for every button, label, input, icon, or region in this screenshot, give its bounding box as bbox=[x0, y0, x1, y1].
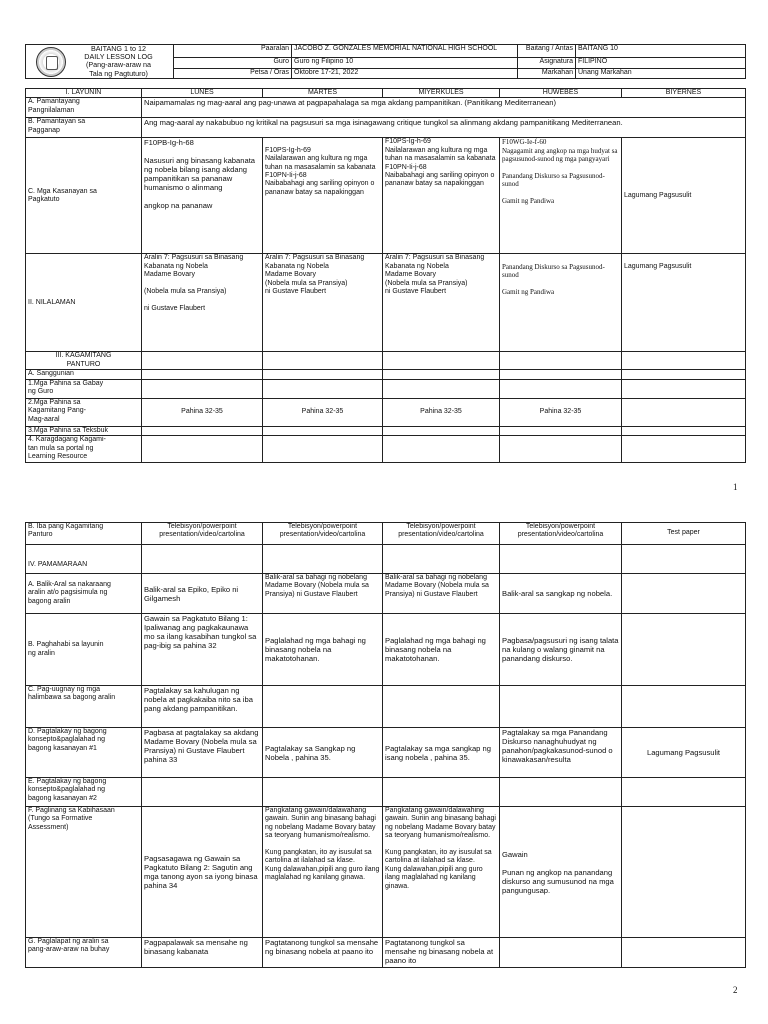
baitang-label: Baitang / Antas bbox=[518, 45, 576, 58]
col-miyerkules: MIYERKULES bbox=[383, 89, 500, 98]
empty-cell bbox=[622, 352, 746, 370]
paglinang-huwebes: Gawain Punan ng angkop na panandang diskurso ang sumusunod na mga pangungusap. bbox=[500, 807, 622, 938]
row-label-paghahabi: B. Paghahabi sa layunin ng aralin bbox=[26, 614, 142, 686]
empty-cell bbox=[142, 370, 263, 379]
paglinang-martes: Pangkatang gawain/dalawahang gawain. Suriin ang binasang bahagi ng nobelang Madame Bovary batay sa teoryang humanismo/realismo. Kung pangkatan, ito ay isusulat sa cartolina at ilalahad sa klase. Kung dalawahan,pipili ang guro ilang maglalahad ng kanilang ginawa. bbox=[263, 807, 383, 938]
empty-cell bbox=[622, 398, 746, 426]
kasanayan-miyerkules: F10PS-Ig-h-69 Nailalarawan ang kultura ng mga tuhan na masasalamin sa kabanata F10PN-Ii-j-68 Naibabahagi ang sariling opinyon o pananaw batay sa napakinggan bbox=[383, 138, 500, 254]
konsepto-1-lunes: Pagbasa at pagtalakay sa akdang Madame Bovary (Nobela mula sa Pransiya) ni Gustave Flaubert pahina 33 bbox=[142, 728, 263, 778]
kasanayan-lunes: F10PB-Ig-h-68 Nasusuri ang binasang kabanata ng nobela bilang isang akdang pampanitikan sa pananaw humanismo o alinmang angkop na pananaw bbox=[142, 138, 263, 254]
row-label-bagong-konsepto-2: E. Pagtalakay ng bagong konsepto&paglalahad ng bagong kasanayan #2 bbox=[26, 778, 142, 807]
empty-cell bbox=[383, 379, 500, 398]
kasanayan-biyernes: Lagumang Pagsusulit bbox=[622, 138, 746, 254]
paghahabi-huwebes: Pagbasa/pagsusuri ng isang talata na kulang o walang ginamit na panandang diskurso. bbox=[500, 614, 622, 686]
baitang-value: BAITANG 10 bbox=[576, 45, 746, 58]
empty-cell bbox=[622, 686, 746, 728]
empty-cell bbox=[383, 426, 500, 435]
empty-cell bbox=[142, 545, 263, 574]
empty-cell bbox=[383, 436, 500, 463]
empty-cell bbox=[263, 352, 383, 370]
row-label-balik-aral: A. Balik-Aral sa nakaraang aralin at/o pagsisimula ng bagong aralin bbox=[26, 574, 142, 614]
asignatura-value: FILIPINO bbox=[576, 58, 746, 68]
paghahabi-miyerkules: Paglalahad ng mga bahagi ng binasang nobela na makatotohanan. bbox=[383, 614, 500, 686]
iba-miyerkules: Telebisyon/powerpoint presentation/video/cartolina bbox=[383, 523, 500, 545]
petsa-value: Oktobre 17-21, 2022 bbox=[292, 68, 518, 78]
pahina-miyerkules: Pahina 32-35 bbox=[383, 398, 500, 426]
empty-cell bbox=[383, 545, 500, 574]
empty-cell bbox=[500, 379, 622, 398]
paghahabi-lunes: Gawain sa Pagkatuto Bilang 1: Ipaliwanag ang pagkakaunawa mo sa ilang kasabihan tungkol sa pag-ibig sa pahina 32 bbox=[142, 614, 263, 686]
empty-cell bbox=[500, 370, 622, 379]
empty-cell bbox=[383, 352, 500, 370]
empty-cell bbox=[142, 778, 263, 807]
empty-cell bbox=[622, 614, 746, 686]
nilalaman-lunes: Aralin 7: Pagsusuri sa Binasang Kabanata ng Nobela Madame Bovary (Nobela mula sa Pransiya) ni Gustave Flaubert bbox=[142, 254, 263, 352]
konsepto-1-martes: Pagtalakay sa Sangkap ng Nobela , pahina 35. bbox=[263, 728, 383, 778]
page-number-1: 1 bbox=[733, 482, 738, 492]
lesson-log-main-table bbox=[25, 88, 746, 463]
nilalaman-huwebes: Panandang Diskurso sa Pagsusunod-sunod Gamit ng Pandiwa bbox=[500, 254, 622, 352]
kasanayan-martes: F10PS-Ig-h-69 Nailalarawan ang kultura ng mga tuhan na masasalamin sa kabanata F10PN-Ii-j-68 Naibabahagi ang sariling opinyon o pananaw batay sa napakinggan bbox=[263, 138, 383, 254]
paglalapat-martes: Pagtatanong tungkol sa mensahe ng binasang nobela at paano ito bbox=[263, 938, 383, 968]
empty-cell bbox=[622, 574, 746, 614]
pahina-martes: Pahina 32-35 bbox=[263, 398, 383, 426]
col-biyernes: BIYERNES bbox=[622, 89, 746, 98]
guro-label: Guro bbox=[174, 58, 292, 68]
empty-cell bbox=[383, 686, 500, 728]
col-layunin: I. LAYUNIN bbox=[26, 89, 142, 98]
empty-cell bbox=[622, 807, 746, 938]
empty-cell bbox=[383, 370, 500, 379]
konsepto-1-biyernes: Lagumang Pagsusulit bbox=[622, 728, 746, 778]
nilalaman-biyernes: Lagumang Pagsusulit bbox=[622, 254, 746, 352]
empty-cell bbox=[622, 938, 746, 968]
empty-cell bbox=[142, 426, 263, 435]
iba-biyernes: Test paper bbox=[622, 523, 746, 545]
empty-cell bbox=[622, 545, 746, 574]
empty-cell bbox=[142, 436, 263, 463]
paglalapat-miyerkules: Pagtatanong tungkol sa mensahe ng binasang nobela at paano ito bbox=[383, 938, 500, 968]
empty-cell bbox=[500, 436, 622, 463]
empty-cell bbox=[263, 379, 383, 398]
empty-cell bbox=[263, 778, 383, 807]
empty-cell bbox=[622, 436, 746, 463]
iba-martes: Telebisyon/powerpoint presentation/video/cartolina bbox=[263, 523, 383, 545]
markahan-label: Markahan bbox=[518, 68, 576, 78]
row-label-paglinang: F. Paglinang sa Kabihasaan (Tungo sa Formative Assessment) bbox=[26, 807, 142, 938]
empty-cell bbox=[142, 352, 263, 370]
empty-cell bbox=[500, 938, 622, 968]
empty-cell bbox=[383, 778, 500, 807]
nilalaman-miyerkules: Aralin 7: Pagsusuri sa Binasang Kabanata ng Nobela Madame Bovary (Nobela mula sa Pransiya) ni Gustave Flaubert bbox=[383, 254, 500, 352]
paghahabi-martes: Paglalahad ng mga bahagi ng binasang nobela na makatotohanan. bbox=[263, 614, 383, 686]
col-martes: MARTES bbox=[263, 89, 383, 98]
iba-lunes: Telebisyon/powerpoint presentation/video/cartolina bbox=[142, 523, 263, 545]
row-label-gabay-ng-guro: 1.Mga Pahina sa Gabay ng Guro bbox=[26, 379, 142, 398]
empty-cell bbox=[263, 686, 383, 728]
col-huwebes: HUWEBES bbox=[500, 89, 622, 98]
paglinang-lunes: Pagsasagawa ng Gawain sa Pagkatuto Bilang 2: Sagutin ang mga tanong ayon sa iyong binasa pahina 34 bbox=[142, 807, 263, 938]
empty-cell bbox=[500, 426, 622, 435]
empty-cell bbox=[500, 778, 622, 807]
empty-cell bbox=[263, 545, 383, 574]
row-label-pag-uugnay: C. Pag-uugnay ng mga halimbawa sa bagong aralin bbox=[26, 686, 142, 728]
row-label-sanggunian: A. Sanggunian bbox=[26, 370, 142, 379]
asignatura-label: Asignatura bbox=[518, 58, 576, 68]
row-label-teksbuk: 3.Mga Pahina sa Teksbuk bbox=[26, 426, 142, 435]
row-label-nilalaman: II. NILALAMAN bbox=[26, 254, 142, 352]
col-lunes: LUNES bbox=[142, 89, 263, 98]
pamantayan-sa-pagganap-value: Ang mag-aaral ay nakabubuo ng kritikal na pagsusuri sa mga isinagawang critique tungkol sa alinmang akdang pampanitikang Mediterranean. bbox=[142, 118, 746, 138]
empty-cell bbox=[622, 426, 746, 435]
row-label-iba-pang-kagamitan: B. Iba pang Kagamitang Panturo bbox=[26, 523, 142, 545]
row-label-kagamitang-pang-mag-aaral: 2.Mga Pahina sa Kagamitang Pang- Mag-aaral bbox=[26, 398, 142, 426]
empty-cell bbox=[622, 778, 746, 807]
paaralan-label: Paaralan bbox=[174, 45, 292, 58]
konsepto-1-huwebes: Pagtalakay sa mga Panandang Diskurso nanaghuhudyat ng panahon/pagkakasunod-sunod o kinawakasan/resulta bbox=[500, 728, 622, 778]
lesson-log-header-table bbox=[25, 44, 746, 79]
konsepto-1-miyerkules: Pagtalakay sa mga sangkap ng isang nobela , pahina 35. bbox=[383, 728, 500, 778]
row-label-pamantayang-pangnilalaman: A. Pamantayang Pangnilalaman bbox=[26, 98, 142, 118]
row-label-paglalapat: G. Paglalapat ng aralin sa pang-araw-araw na buhay bbox=[26, 938, 142, 968]
paglinang-miyerkules: Pangkatang gawain/dalawahing gawain. Suriin ang binasang bahagi ng nobelang Madame Bovary batay sa teoryang humanismo/realismo. Kung pangkatan, ito ay isusulat sa cartolina at ilalahad sa klase. Kung dalawahan,pipili ang guro ilang maglalahad ng kanilang ginawa. bbox=[383, 807, 500, 938]
row-label-pamantayan-sa-pagganap: B. Pamantayan sa Pagganap bbox=[26, 118, 142, 138]
iba-huwebes: Telebisyon/powerpoint presentation/video/cartolina bbox=[500, 523, 622, 545]
guro-value: Guro ng Filipino 10 bbox=[292, 58, 518, 68]
pamantayang-pangnilalaman-value: Naipamamalas ng mag-aaral ang pag-unawa at pagpapahalaga sa mga akdang pampanitikan. (Panitikang Mediterranean) bbox=[142, 98, 746, 118]
pahina-huwebes: Pahina 32-35 bbox=[500, 398, 622, 426]
row-label-pamamaraan: IV. PAMAMARAAN bbox=[26, 545, 142, 574]
row-label-learning-resource: 4. Karagdagang Kagami- tan mula sa portal ng Learning Resource bbox=[26, 436, 142, 463]
empty-cell bbox=[622, 370, 746, 379]
page-number-2: 2 bbox=[733, 985, 738, 995]
paglalapat-lunes: Pagpapalawak sa mensahe ng binasang kabanata bbox=[142, 938, 263, 968]
balik-aral-martes: Balik-aral sa bahagi ng nobelang Madame Bovary (Nobela mula sa Pransiya) ni Gustave Flaubert bbox=[263, 574, 383, 614]
lesson-log-procedure-table bbox=[25, 522, 746, 968]
empty-cell bbox=[142, 379, 263, 398]
row-label-bagong-konsepto-1: D. Pagtalakay ng bagong konsepto&paglalahad ng bagong kasanayan #1 bbox=[26, 728, 142, 778]
empty-cell bbox=[622, 379, 746, 398]
nilalaman-martes: Aralin 7: Pagsusuri sa Binasang Kabanata ng Nobela Madame Bovary (Nobela mula sa Pransiya) ni Gustave Flaubert bbox=[263, 254, 383, 352]
row-label-kagamitang-panturo: III. KAGAMITANG PANTURO bbox=[26, 352, 142, 370]
empty-cell bbox=[500, 352, 622, 370]
petsa-label: Petsa / Oras bbox=[174, 68, 292, 78]
empty-cell bbox=[263, 436, 383, 463]
row-label-kasanayan: C. Mga Kasanayan sa Pagkatuto bbox=[26, 138, 142, 254]
lesson-log-title: BAITANG 1 to 12 DAILY LESSON LOG (Pang-araw-araw na Tala ng Pagtuturo) bbox=[26, 45, 174, 79]
balik-aral-huwebes: Balik-aral sa sangkap ng nobela. bbox=[500, 574, 622, 614]
empty-cell bbox=[500, 545, 622, 574]
balik-aral-miyerkules: Balik-aral sa bahagi ng nobelang Madame Bovary (Nobela mula sa Pransiya) ni Gustave Flaubert bbox=[383, 574, 500, 614]
pag-uugnay-lunes: Pagtalakay sa kahulugan ng nobela at pagkakaiba nito sa iba pang akdang pampanitikan. bbox=[142, 686, 263, 728]
empty-cell bbox=[263, 370, 383, 379]
kasanayan-huwebes: F10WG-Ie-f-60 Nagagamit ang angkop na mga hudyat sa pagsusunod-sunod ng mga pangyayari Panandang Diskurso sa Pagsusunod-sunod Gamit ng Pandiwa bbox=[500, 138, 622, 254]
paaralan-value: JACOBO Z. GONZALES MEMORIAL NATIONAL HIGH SCHOOL bbox=[292, 45, 518, 58]
markahan-value: Unang Markahan bbox=[576, 68, 746, 78]
balik-aral-lunes: Balik-aral sa Epiko, Epiko ni Gilgamesh bbox=[142, 574, 263, 614]
empty-cell bbox=[263, 426, 383, 435]
pahina-lunes: Pahina 32-35 bbox=[142, 398, 263, 426]
empty-cell bbox=[500, 686, 622, 728]
